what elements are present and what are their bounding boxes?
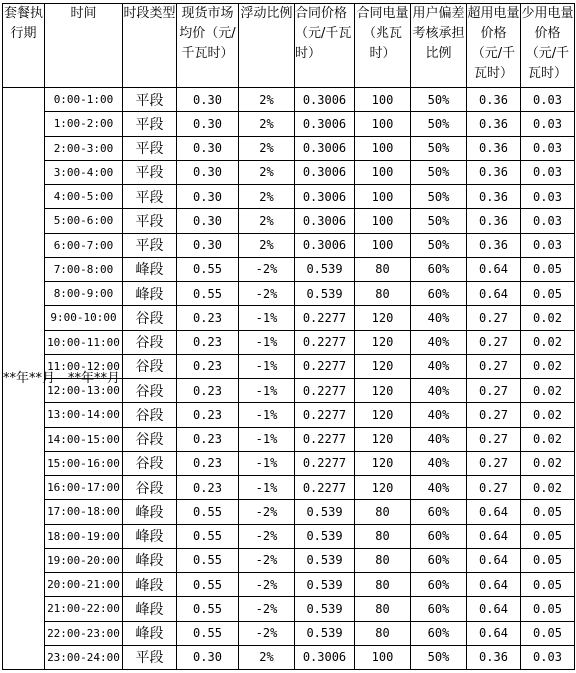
- cell-time: 1:00-2:00: [45, 112, 123, 136]
- cell-contract-volume: 100: [355, 160, 411, 184]
- cell-time: 4:00-5:00: [45, 185, 123, 209]
- cell-period-type: 平段: [123, 112, 177, 136]
- cell-shortfall-price: 0.05: [521, 621, 575, 645]
- header-user-deviation: 用户偏差考核承担比例: [411, 4, 467, 88]
- cell-excess-price: 0.64: [467, 282, 521, 306]
- cell-contract-price: 0.539: [295, 500, 355, 524]
- cell-period-type: 平段: [123, 88, 177, 112]
- cell-time: 15:00-16:00: [45, 451, 123, 475]
- cell-shortfall-price: 0.03: [521, 645, 575, 669]
- cell-contract-volume: 100: [355, 88, 411, 112]
- cell-period-type: 峰段: [123, 282, 177, 306]
- cell-contract-price: 0.2277: [295, 403, 355, 427]
- cell-contract-price: 0.539: [295, 282, 355, 306]
- cell-user-deviation: 50%: [411, 209, 467, 233]
- cell-time: 17:00-18:00: [45, 500, 123, 524]
- cell-time: 11:00-12:00: [45, 354, 123, 378]
- table-row: [3, 160, 575, 184]
- cell-time: 5:00-6:00: [45, 209, 123, 233]
- cell-contract-volume: 100: [355, 233, 411, 257]
- table-row: [3, 548, 575, 572]
- cell-spot-price: 0.55: [177, 621, 239, 645]
- header-spot-price: 现货市场均价（元/千瓦时）: [177, 4, 239, 88]
- cell-shortfall-price: 0.05: [521, 282, 575, 306]
- cell-contract-price: 0.539: [295, 597, 355, 621]
- cell-excess-price: 0.36: [467, 209, 521, 233]
- cell-user-deviation: 50%: [411, 160, 467, 184]
- table-row: [3, 185, 575, 209]
- cell-time: 6:00-7:00: [45, 233, 123, 257]
- cell-contract-price: 0.539: [295, 257, 355, 281]
- table-row: [3, 209, 575, 233]
- header-excess-price: 超用电量价格（元/千瓦时）: [467, 4, 521, 88]
- cell-contract-price: 0.3006: [295, 136, 355, 160]
- cell-contract-volume: 80: [355, 282, 411, 306]
- header-contract-price: 合同价格（元/千瓦时）: [295, 4, 355, 88]
- cell-spot-price: 0.23: [177, 306, 239, 330]
- cell-float-ratio: -1%: [239, 379, 295, 403]
- cell-contract-volume: 120: [355, 330, 411, 354]
- cell-period-type: 平段: [123, 185, 177, 209]
- table-row: [3, 500, 575, 524]
- cell-time: 8:00-9:00: [45, 282, 123, 306]
- cell-contract-price: 0.539: [295, 573, 355, 597]
- package-period-cell: **年**月—**年**月: [3, 88, 45, 670]
- cell-time: 0:00-1:00: [45, 88, 123, 112]
- cell-contract-volume: 80: [355, 524, 411, 548]
- cell-shortfall-price: 0.03: [521, 160, 575, 184]
- cell-shortfall-price: 0.02: [521, 354, 575, 378]
- cell-period-type: 谷段: [123, 476, 177, 500]
- cell-contract-price: 0.3006: [295, 88, 355, 112]
- cell-time: 3:00-4:00: [45, 160, 123, 184]
- cell-spot-price: 0.23: [177, 451, 239, 475]
- cell-contract-volume: 80: [355, 500, 411, 524]
- table-row: [3, 573, 575, 597]
- cell-contract-price: 0.3006: [295, 645, 355, 669]
- cell-spot-price: 0.23: [177, 354, 239, 378]
- cell-contract-volume: 80: [355, 548, 411, 572]
- price-table: [2, 3, 575, 670]
- cell-contract-price: 0.3006: [295, 160, 355, 184]
- cell-float-ratio: -2%: [239, 524, 295, 548]
- cell-period-type: 平段: [123, 160, 177, 184]
- cell-contract-price: 0.539: [295, 524, 355, 548]
- cell-excess-price: 0.64: [467, 524, 521, 548]
- cell-float-ratio: 2%: [239, 112, 295, 136]
- cell-excess-price: 0.64: [467, 597, 521, 621]
- cell-user-deviation: 60%: [411, 500, 467, 524]
- cell-spot-price: 0.55: [177, 597, 239, 621]
- cell-contract-price: 0.2277: [295, 379, 355, 403]
- cell-float-ratio: -1%: [239, 306, 295, 330]
- header-row: [3, 4, 575, 88]
- cell-spot-price: 0.30: [177, 233, 239, 257]
- cell-contract-price: 0.2277: [295, 354, 355, 378]
- cell-float-ratio: 2%: [239, 645, 295, 669]
- header-period-type: 时段类型: [123, 4, 177, 88]
- cell-period-type: 谷段: [123, 451, 177, 475]
- table-row: [3, 112, 575, 136]
- cell-spot-price: 0.30: [177, 160, 239, 184]
- cell-spot-price: 0.30: [177, 645, 239, 669]
- table-row: [3, 476, 575, 500]
- cell-contract-price: 0.2277: [295, 330, 355, 354]
- cell-contract-volume: 120: [355, 451, 411, 475]
- cell-period-type: 谷段: [123, 379, 177, 403]
- table-row: [3, 524, 575, 548]
- cell-period-type: 谷段: [123, 306, 177, 330]
- cell-excess-price: 0.64: [467, 548, 521, 572]
- cell-shortfall-price: 0.02: [521, 476, 575, 500]
- cell-time: 13:00-14:00: [45, 403, 123, 427]
- cell-time: 20:00-21:00: [45, 573, 123, 597]
- cell-period-type: 峰段: [123, 597, 177, 621]
- cell-float-ratio: -1%: [239, 476, 295, 500]
- cell-float-ratio: -1%: [239, 354, 295, 378]
- cell-contract-price: 0.2277: [295, 451, 355, 475]
- cell-user-deviation: 50%: [411, 136, 467, 160]
- cell-user-deviation: 40%: [411, 476, 467, 500]
- cell-user-deviation: 60%: [411, 524, 467, 548]
- cell-period-type: 谷段: [123, 427, 177, 451]
- cell-contract-price: 0.3006: [295, 209, 355, 233]
- cell-float-ratio: -2%: [239, 548, 295, 572]
- table-row: [3, 88, 575, 112]
- cell-float-ratio: 2%: [239, 136, 295, 160]
- cell-user-deviation: 50%: [411, 112, 467, 136]
- cell-spot-price: 0.55: [177, 282, 239, 306]
- cell-spot-price: 0.55: [177, 257, 239, 281]
- cell-contract-volume: 120: [355, 427, 411, 451]
- cell-time: 22:00-23:00: [45, 621, 123, 645]
- cell-contract-volume: 80: [355, 257, 411, 281]
- cell-shortfall-price: 0.03: [521, 233, 575, 257]
- cell-excess-price: 0.36: [467, 136, 521, 160]
- cell-float-ratio: -2%: [239, 500, 295, 524]
- cell-shortfall-price: 0.03: [521, 209, 575, 233]
- cell-user-deviation: 40%: [411, 379, 467, 403]
- cell-time: 9:00-10:00: [45, 306, 123, 330]
- table-row: [3, 403, 575, 427]
- cell-float-ratio: -2%: [239, 573, 295, 597]
- cell-user-deviation: 40%: [411, 306, 467, 330]
- cell-spot-price: 0.55: [177, 524, 239, 548]
- cell-time: 7:00-8:00: [45, 257, 123, 281]
- table-row: [3, 257, 575, 281]
- cell-float-ratio: 2%: [239, 185, 295, 209]
- cell-excess-price: 0.64: [467, 500, 521, 524]
- cell-spot-price: 0.30: [177, 88, 239, 112]
- cell-spot-price: 0.30: [177, 136, 239, 160]
- table-row: [3, 330, 575, 354]
- cell-period-type: 平段: [123, 233, 177, 257]
- cell-contract-volume: 80: [355, 573, 411, 597]
- cell-excess-price: 0.36: [467, 185, 521, 209]
- cell-user-deviation: 60%: [411, 257, 467, 281]
- cell-excess-price: 0.27: [467, 354, 521, 378]
- table-body: [3, 88, 575, 670]
- cell-user-deviation: 40%: [411, 354, 467, 378]
- cell-contract-volume: 80: [355, 621, 411, 645]
- table-row: [3, 621, 575, 645]
- cell-shortfall-price: 0.02: [521, 451, 575, 475]
- cell-spot-price: 0.30: [177, 185, 239, 209]
- cell-float-ratio: -2%: [239, 257, 295, 281]
- cell-float-ratio: -2%: [239, 597, 295, 621]
- cell-period-type: 峰段: [123, 573, 177, 597]
- cell-spot-price: 0.23: [177, 330, 239, 354]
- cell-time: 19:00-20:00: [45, 548, 123, 572]
- cell-excess-price: 0.27: [467, 451, 521, 475]
- cell-period-type: 谷段: [123, 354, 177, 378]
- cell-excess-price: 0.27: [467, 427, 521, 451]
- cell-float-ratio: 2%: [239, 88, 295, 112]
- cell-user-deviation: 50%: [411, 645, 467, 669]
- cell-user-deviation: 60%: [411, 282, 467, 306]
- cell-contract-volume: 100: [355, 645, 411, 669]
- cell-period-type: 平段: [123, 645, 177, 669]
- cell-spot-price: 0.23: [177, 427, 239, 451]
- cell-spot-price: 0.55: [177, 500, 239, 524]
- cell-time: 2:00-3:00: [45, 136, 123, 160]
- cell-excess-price: 0.36: [467, 112, 521, 136]
- cell-contract-volume: 120: [355, 379, 411, 403]
- header-float-ratio: 浮动比例: [239, 4, 295, 88]
- cell-contract-price: 0.3006: [295, 112, 355, 136]
- cell-user-deviation: 60%: [411, 597, 467, 621]
- cell-contract-price: 0.2277: [295, 306, 355, 330]
- cell-float-ratio: 2%: [239, 233, 295, 257]
- cell-float-ratio: -2%: [239, 282, 295, 306]
- table-row: [3, 233, 575, 257]
- table-row: [3, 306, 575, 330]
- header-time: 时间: [45, 4, 123, 88]
- cell-contract-volume: 80: [355, 597, 411, 621]
- cell-spot-price: 0.30: [177, 112, 239, 136]
- cell-shortfall-price: 0.03: [521, 136, 575, 160]
- cell-spot-price: 0.55: [177, 548, 239, 572]
- cell-period-type: 峰段: [123, 524, 177, 548]
- table-row: [3, 451, 575, 475]
- cell-shortfall-price: 0.02: [521, 330, 575, 354]
- cell-period-type: 平段: [123, 209, 177, 233]
- cell-user-deviation: 40%: [411, 403, 467, 427]
- cell-user-deviation: 50%: [411, 88, 467, 112]
- cell-spot-price: 0.30: [177, 209, 239, 233]
- cell-period-type: 平段: [123, 136, 177, 160]
- cell-shortfall-price: 0.03: [521, 112, 575, 136]
- cell-spot-price: 0.23: [177, 476, 239, 500]
- cell-contract-volume: 100: [355, 136, 411, 160]
- cell-shortfall-price: 0.02: [521, 403, 575, 427]
- cell-shortfall-price: 0.03: [521, 88, 575, 112]
- table-row: [3, 597, 575, 621]
- cell-excess-price: 0.27: [467, 306, 521, 330]
- cell-contract-volume: 100: [355, 112, 411, 136]
- cell-shortfall-price: 0.05: [521, 548, 575, 572]
- cell-shortfall-price: 0.02: [521, 306, 575, 330]
- cell-excess-price: 0.27: [467, 379, 521, 403]
- cell-time: 14:00-15:00: [45, 427, 123, 451]
- cell-float-ratio: 2%: [239, 209, 295, 233]
- cell-float-ratio: 2%: [239, 160, 295, 184]
- cell-spot-price: 0.55: [177, 573, 239, 597]
- cell-shortfall-price: 0.05: [521, 257, 575, 281]
- cell-user-deviation: 40%: [411, 427, 467, 451]
- cell-time: 21:00-22:00: [45, 597, 123, 621]
- cell-time: 16:00-17:00: [45, 476, 123, 500]
- cell-time: 10:00-11:00: [45, 330, 123, 354]
- cell-user-deviation: 40%: [411, 451, 467, 475]
- cell-shortfall-price: 0.05: [521, 597, 575, 621]
- cell-float-ratio: -1%: [239, 451, 295, 475]
- cell-period-type: 谷段: [123, 330, 177, 354]
- cell-period-type: 峰段: [123, 621, 177, 645]
- cell-user-deviation: 60%: [411, 621, 467, 645]
- cell-shortfall-price: 0.03: [521, 185, 575, 209]
- header-contract-volume: 合同电量（兆瓦时）: [355, 4, 411, 88]
- header-package-period: 套餐执行期: [3, 4, 45, 88]
- cell-period-type: 峰段: [123, 548, 177, 572]
- cell-contract-price: 0.3006: [295, 185, 355, 209]
- table-row: [3, 136, 575, 160]
- cell-shortfall-price: 0.02: [521, 427, 575, 451]
- cell-spot-price: 0.23: [177, 379, 239, 403]
- cell-user-deviation: 50%: [411, 233, 467, 257]
- table-row: [3, 427, 575, 451]
- cell-shortfall-price: 0.02: [521, 379, 575, 403]
- cell-shortfall-price: 0.05: [521, 524, 575, 548]
- cell-excess-price: 0.36: [467, 88, 521, 112]
- cell-user-deviation: 60%: [411, 573, 467, 597]
- cell-excess-price: 0.64: [467, 257, 521, 281]
- cell-contract-volume: 100: [355, 185, 411, 209]
- cell-float-ratio: -2%: [239, 621, 295, 645]
- cell-contract-price: 0.2277: [295, 476, 355, 500]
- cell-contract-volume: 120: [355, 354, 411, 378]
- cell-contract-price: 0.539: [295, 548, 355, 572]
- cell-contract-price: 0.539: [295, 621, 355, 645]
- cell-float-ratio: -1%: [239, 427, 295, 451]
- cell-excess-price: 0.27: [467, 403, 521, 427]
- cell-float-ratio: -1%: [239, 330, 295, 354]
- header-shortfall-price: 少用电量价格（元/千瓦时）: [521, 4, 575, 88]
- table-row: [3, 645, 575, 669]
- cell-period-type: 峰段: [123, 500, 177, 524]
- cell-excess-price: 0.36: [467, 645, 521, 669]
- cell-contract-volume: 120: [355, 306, 411, 330]
- cell-shortfall-price: 0.05: [521, 573, 575, 597]
- cell-excess-price: 0.27: [467, 330, 521, 354]
- cell-period-type: 谷段: [123, 403, 177, 427]
- cell-time: 12:00-13:00: [45, 379, 123, 403]
- cell-contract-volume: 120: [355, 403, 411, 427]
- cell-user-deviation: 50%: [411, 185, 467, 209]
- cell-user-deviation: 60%: [411, 548, 467, 572]
- cell-excess-price: 0.64: [467, 621, 521, 645]
- cell-user-deviation: 40%: [411, 330, 467, 354]
- cell-contract-price: 0.2277: [295, 427, 355, 451]
- cell-float-ratio: -1%: [239, 403, 295, 427]
- cell-period-type: 峰段: [123, 257, 177, 281]
- cell-contract-volume: 100: [355, 209, 411, 233]
- cell-time: 23:00-24:00: [45, 645, 123, 669]
- cell-excess-price: 0.36: [467, 160, 521, 184]
- cell-contract-volume: 120: [355, 476, 411, 500]
- cell-spot-price: 0.23: [177, 403, 239, 427]
- cell-time: 18:00-19:00: [45, 524, 123, 548]
- table-row: [3, 282, 575, 306]
- cell-excess-price: 0.27: [467, 476, 521, 500]
- cell-excess-price: 0.36: [467, 233, 521, 257]
- cell-contract-price: 0.3006: [295, 233, 355, 257]
- cell-shortfall-price: 0.05: [521, 500, 575, 524]
- cell-excess-price: 0.64: [467, 573, 521, 597]
